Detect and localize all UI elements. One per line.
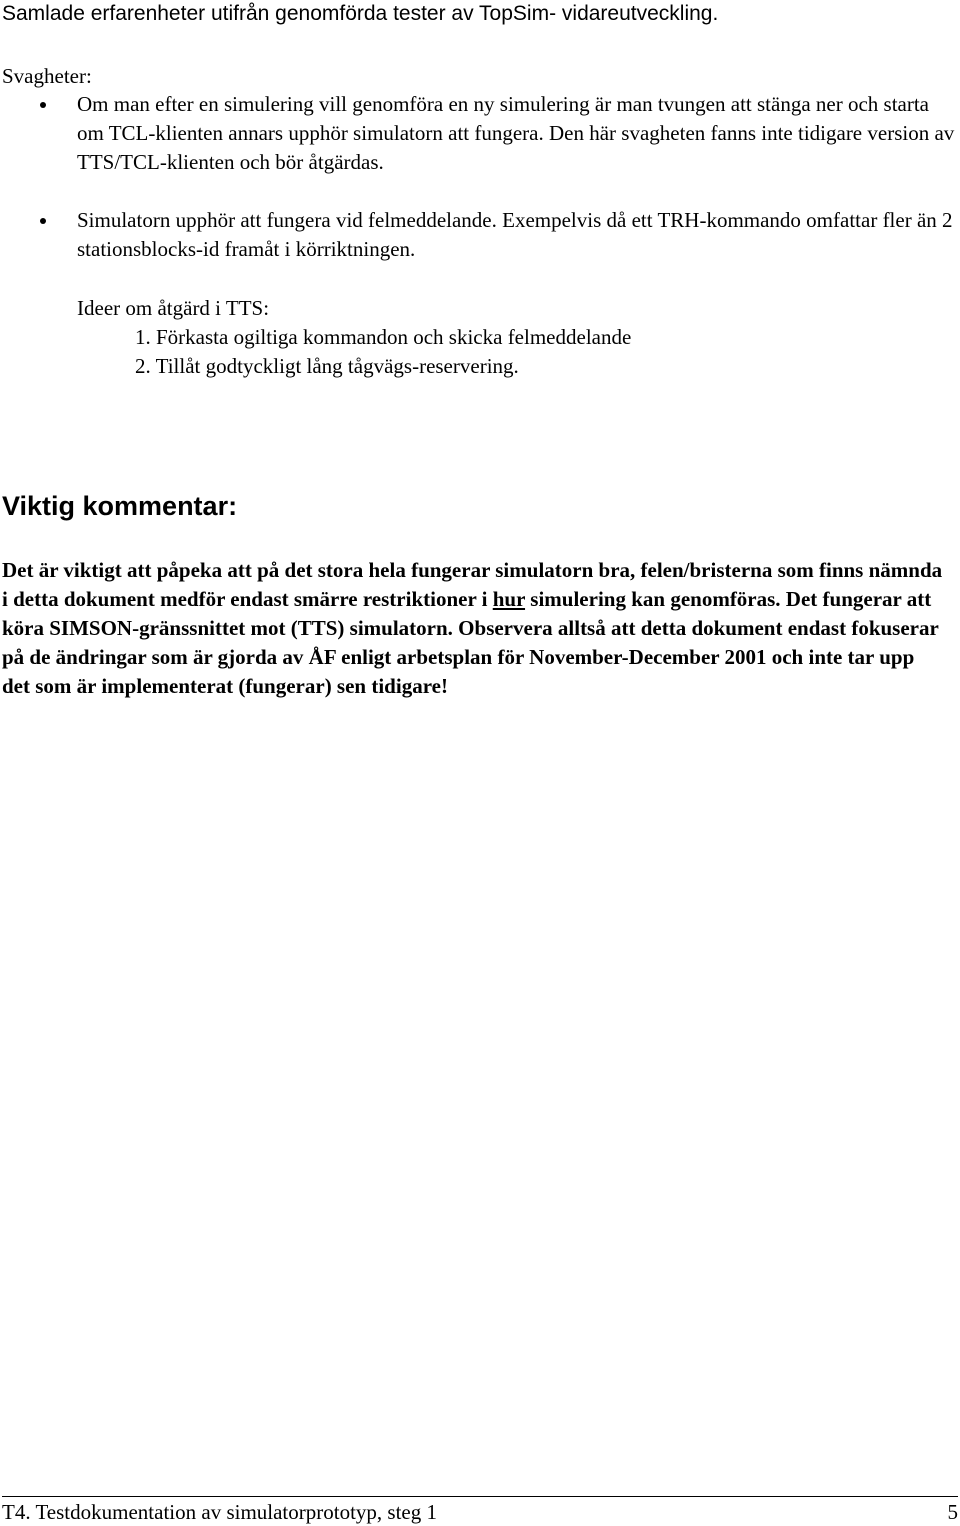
bullet-icon	[40, 102, 46, 108]
page-footer	[2, 1496, 958, 1525]
page-number: 5	[947, 1500, 958, 1524]
important-text-part: Det är viktigt att påpeka att på det stora hela fungerar simulatorn bra, felen/bristerna som finns nämnda i detta dokument medför endast smärre restriktioner i	[2, 558, 943, 611]
bullet-icon	[40, 218, 46, 224]
ideas-list	[77, 323, 631, 381]
important-comment-body	[2, 556, 947, 701]
important-comment-heading: Viktig kommentar:	[2, 491, 238, 521]
weakness-item	[0, 90, 957, 177]
ideas-label: Ideer om åtgärd i TTS:	[77, 296, 270, 320]
weaknesses-list	[0, 90, 960, 264]
underlined-word: hur	[492, 587, 526, 611]
weakness-item	[0, 206, 957, 264]
footer-document-title: T4. Testdokumentation av simulatorprototyp, steg 1	[2, 1500, 438, 1524]
ideas-section	[77, 294, 631, 381]
weakness-text: Simulatorn upphör att fungera vid felmeddelande. Exempelvis då ett TRH-kommando omfattar fler än 2 stationsblocks-id framåt i körriktningen.	[77, 208, 953, 261]
document-header-title: Samlade erfarenheter utifrån genomförda tester av TopSim- vidareutveckling.	[2, 2, 719, 25]
weakness-text: Om man efter en simulering vill genomföra en ny simulering är man tvungen att stänga ner och starta om TCL-klienten annars upphör simulatorn att fungera. Den här svagheten fanns inte tidigare version av TTS/TCL-klienten och bör åtgärdas.	[77, 92, 955, 174]
weaknesses-label: Svagheter:	[2, 64, 92, 88]
idea-item: 2. Tillåt godtyckligt lång tågvägs-reservering.	[135, 354, 519, 378]
idea-item: 1. Förkasta ogiltiga kommandon och skicka felmeddelande	[135, 325, 632, 349]
important-text-part: simulering kan genomföras. Det fungerar att köra SIMSON-gränssnittet mot (TTS) simulatorn. Observera alltså att detta dokument endast fokuserar på de ändringar som är gjorda av ÅF enligt arbetsplan för November-December 2001 och inte tar upp det som är implementerat (fungerar) sen tidigare!	[2, 587, 939, 698]
